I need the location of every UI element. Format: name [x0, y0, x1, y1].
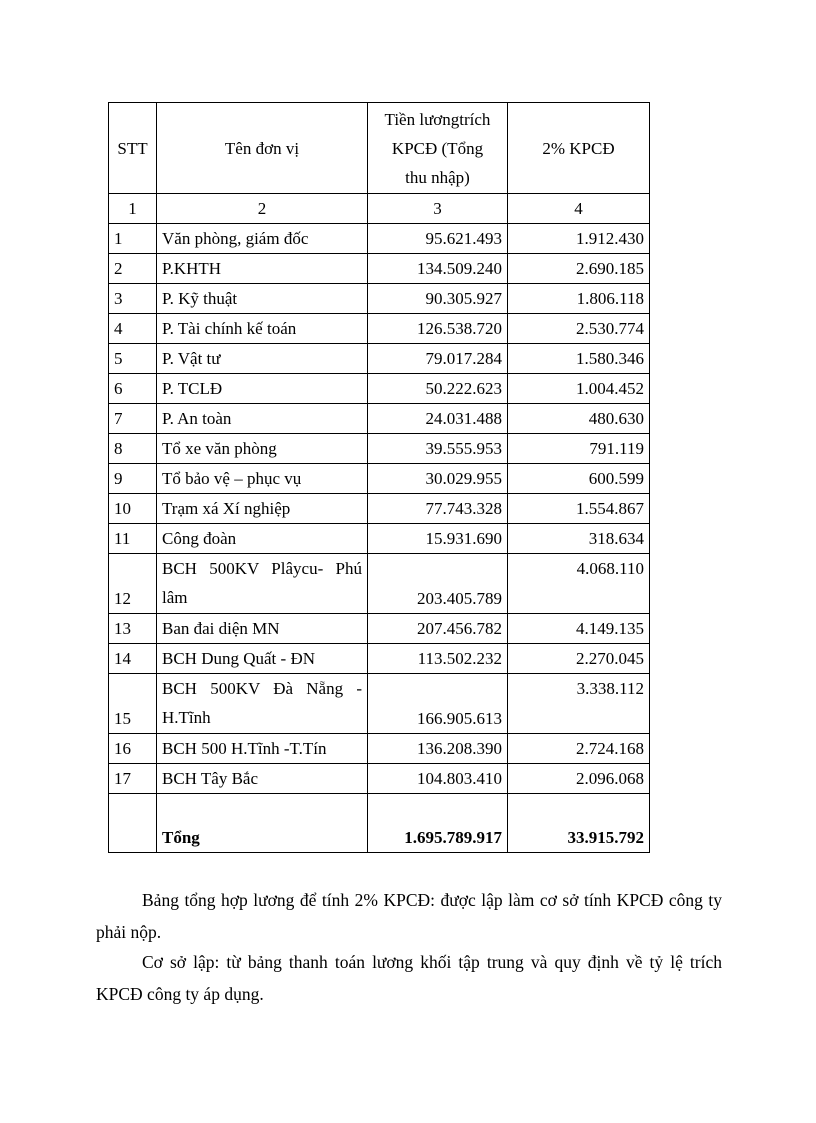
kpcd-salary-table: [108, 102, 650, 853]
column-number: 1: [109, 194, 157, 224]
row-kpcd: 1.004.452: [508, 374, 650, 404]
header-stt: STT: [109, 103, 157, 194]
row-stt: 15: [109, 674, 157, 734]
row-unit-name: Trạm xá Xí nghiệp: [157, 494, 368, 524]
total-row: [109, 794, 650, 853]
row-stt: 17: [109, 764, 157, 794]
row-salary: 15.931.690: [368, 524, 508, 554]
row-stt: 8: [109, 434, 157, 464]
row-unit-name: [157, 554, 368, 614]
row-stt: 7: [109, 404, 157, 434]
row-unit-name: P. TCLĐ: [157, 374, 368, 404]
row-unit-name: Văn phòng, giám đốc: [157, 224, 368, 254]
row-kpcd: 1.580.346: [508, 344, 650, 374]
row-stt: 12: [109, 554, 157, 614]
row-unit-name: BCH Dung Quất - ĐN: [157, 644, 368, 674]
header-salary: [368, 103, 508, 194]
row-kpcd: 1.912.430: [508, 224, 650, 254]
row-unit-name: Tổ xe văn phòng: [157, 434, 368, 464]
row-salary: 113.502.232: [368, 644, 508, 674]
table-row: [109, 614, 650, 644]
paragraph-table-description: Bảng tổng hợp lương để tính 2% KPCĐ: được lập làm cơ sở tính KPCĐ công ty phải nộp.: [96, 890, 722, 942]
table-row: [109, 644, 650, 674]
row-kpcd: 1.554.867: [508, 494, 650, 524]
row-stt: 3: [109, 284, 157, 314]
table-row: [109, 344, 650, 374]
table-row: [109, 494, 650, 524]
row-kpcd: 4.149.135: [508, 614, 650, 644]
row-unit-name: BCH Tây Bắc: [157, 764, 368, 794]
row-stt: 13: [109, 614, 157, 644]
row-kpcd: 2.530.774: [508, 314, 650, 344]
column-number-row: [109, 194, 650, 224]
table-row: [109, 224, 650, 254]
table-row: [109, 284, 650, 314]
row-kpcd: 480.630: [508, 404, 650, 434]
row-salary: 24.031.488: [368, 404, 508, 434]
row-salary: 136.208.390: [368, 734, 508, 764]
row-unit-name: Ban đai diện MN: [157, 614, 368, 644]
row-stt: 5: [109, 344, 157, 374]
row-salary: 79.017.284: [368, 344, 508, 374]
row-salary: 39.555.953: [368, 434, 508, 464]
row-kpcd: 3.338.112: [508, 674, 650, 734]
row-kpcd: 2.096.068: [508, 764, 650, 794]
row-unit-name: P. Kỹ thuật: [157, 284, 368, 314]
row-unit-name: Công đoàn: [157, 524, 368, 554]
row-kpcd: 600.599: [508, 464, 650, 494]
column-number: 3: [368, 194, 508, 224]
table-row: [109, 254, 650, 284]
row-salary: 166.905.613: [368, 674, 508, 734]
row-stt: 10: [109, 494, 157, 524]
row-kpcd: 2.724.168: [508, 734, 650, 764]
row-salary: 77.743.328: [368, 494, 508, 524]
row-salary: 90.305.927: [368, 284, 508, 314]
row-salary: 95.621.493: [368, 224, 508, 254]
column-number: 4: [508, 194, 650, 224]
column-number: 2: [157, 194, 368, 224]
row-kpcd: 2.690.185: [508, 254, 650, 284]
row-kpcd: 318.634: [508, 524, 650, 554]
row-salary: 203.405.789: [368, 554, 508, 614]
row-unit-name-line-1: BCH 500KV Plâycu- Phú: [162, 559, 362, 578]
row-unit-name-line-1: BCH 500KV Đà Nẵng -: [162, 679, 362, 698]
row-stt: 9: [109, 464, 157, 494]
header-unit-name: Tên đơn vị: [157, 103, 368, 194]
row-salary: 30.029.955: [368, 464, 508, 494]
row-kpcd: 1.806.118: [508, 284, 650, 314]
row-stt: 2: [109, 254, 157, 284]
table-row: [109, 314, 650, 344]
row-kpcd: 791.119: [508, 434, 650, 464]
row-unit-name: P. Vật tư: [157, 344, 368, 374]
row-unit-name: Tổ bảo vệ – phục vụ: [157, 464, 368, 494]
row-stt: 4: [109, 314, 157, 344]
row-salary: 50.222.623: [368, 374, 508, 404]
row-unit-name-line-2: lâm: [162, 588, 188, 607]
row-salary: 134.509.240: [368, 254, 508, 284]
row-salary: 126.538.720: [368, 314, 508, 344]
table-header-row: [109, 103, 650, 194]
row-stt: 1: [109, 224, 157, 254]
row-unit-name: P. Tài chính kế toán: [157, 314, 368, 344]
row-salary: 104.803.410: [368, 764, 508, 794]
header-salary-line-2: KPCĐ (Tổng: [391, 138, 484, 158]
table-row: [109, 674, 650, 734]
table-row: [109, 524, 650, 554]
header-salary-line-3: thu nhập): [405, 167, 470, 187]
row-unit-name: P.KHTH: [157, 254, 368, 284]
table-row: [109, 764, 650, 794]
row-unit-name: [157, 674, 368, 734]
total-label: Tổng: [157, 794, 368, 853]
table-row: [109, 734, 650, 764]
header-kpcd: 2% KPCĐ: [508, 103, 650, 194]
header-salary-line-1: Tiền lươngtrích: [384, 109, 491, 129]
total-kpcd: 33.915.792: [508, 794, 650, 853]
row-unit-name: P. An toàn: [157, 404, 368, 434]
table-row: [109, 434, 650, 464]
row-stt: 6: [109, 374, 157, 404]
row-kpcd: 2.270.045: [508, 644, 650, 674]
row-stt: 14: [109, 644, 157, 674]
row-kpcd: 4.068.110: [508, 554, 650, 614]
row-salary: 207.456.782: [368, 614, 508, 644]
table-row: [109, 554, 650, 614]
row-unit-name-line-2: H.Tĩnh: [162, 708, 211, 727]
table-row: [109, 464, 650, 494]
paragraph-data-source: Cơ sở lập: từ bảng thanh toán lương khối tập trung và quy định về tỷ lệ trích KPCĐ công ty áp dụng.: [96, 952, 722, 1004]
row-stt: 11: [109, 524, 157, 554]
total-salary: 1.695.789.917: [368, 794, 508, 853]
table-body: [109, 224, 650, 853]
row-stt: 16: [109, 734, 157, 764]
table-row: [109, 404, 650, 434]
table-row: [109, 374, 650, 404]
total-stt-empty: [109, 794, 157, 853]
row-unit-name: BCH 500 H.Tĩnh -T.Tín: [157, 734, 368, 764]
